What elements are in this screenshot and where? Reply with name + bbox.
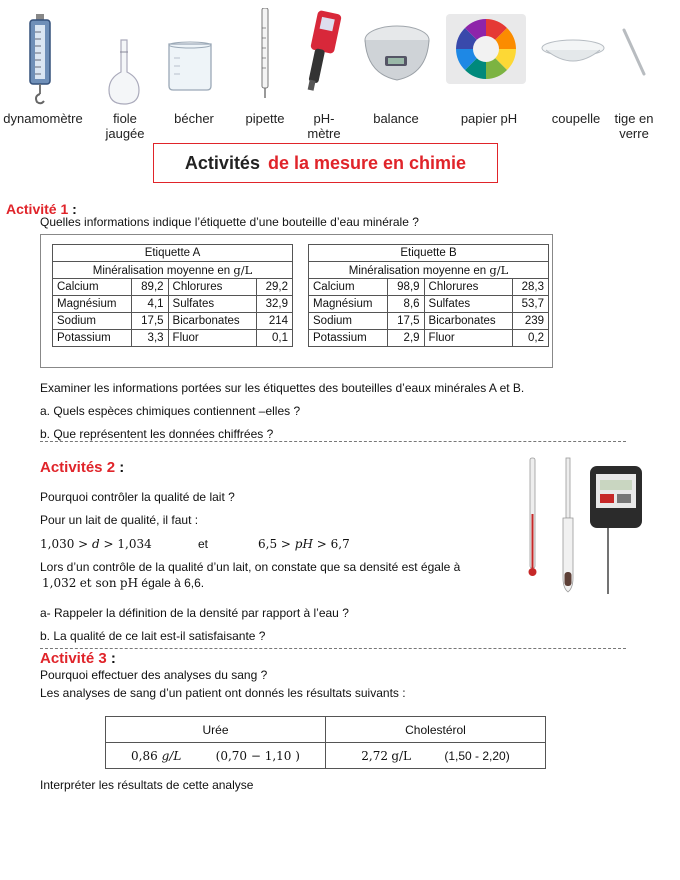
density-min: 1,030 <box>40 537 75 551</box>
table-row <box>53 313 293 330</box>
uree-range: (0,70 − 1,10 ) <box>215 748 300 763</box>
label-b-table <box>308 244 549 347</box>
cell: 17,5 <box>132 313 168 330</box>
milk-instruments-image <box>518 454 648 606</box>
density-var: d <box>92 537 100 551</box>
cell: Potassium <box>309 330 388 347</box>
page-title-part2: de la mesure en chimie <box>267 152 467 173</box>
measured-density: 1,032 <box>42 576 77 590</box>
cell: 3,3 <box>132 330 168 347</box>
activity1-question: Quelles informations indique l’étiquette d’une bouteille d’eau minérale ? <box>40 215 419 229</box>
volumetric-flask-icon <box>107 38 141 106</box>
cell: 0,2 <box>512 330 548 347</box>
cell: Bicarbonates <box>424 313 512 330</box>
cholesterol-unit: g/L <box>391 748 412 763</box>
instrument-label-balance: balance <box>373 111 419 126</box>
dynamometer-icon <box>24 14 56 106</box>
cell: Chlorures <box>168 279 256 296</box>
activity3-heading-text: Activité 3 <box>40 650 107 667</box>
cell: 32,9 <box>256 296 292 313</box>
table-row <box>309 313 549 330</box>
activity2-line2: Pour un lait de qualité, il faut : <box>40 513 199 527</box>
instrument-label-pipette: pipette <box>245 111 285 126</box>
cell: 28,3 <box>512 279 548 296</box>
cholesterol-header: Cholestérol <box>326 717 546 743</box>
cell: 89,2 <box>132 279 168 296</box>
density-condition: 1,030 > d > 1,034 <box>40 537 152 551</box>
balance-icon <box>361 22 433 84</box>
uree-header: Urée <box>106 717 326 743</box>
label-b-subtitle-text: Minéralisation moyenne en <box>348 265 487 277</box>
table-row <box>53 330 293 347</box>
table-row <box>309 296 549 313</box>
activity2-question-b: b. La qualité de ce lait est-il satisfaisante ? <box>40 629 266 643</box>
activity1-heading-colon: : <box>72 201 77 217</box>
instrument-label-fiole-jaugee: fiole jaugée <box>105 111 145 141</box>
page-title <box>153 143 498 183</box>
glass-rod-icon <box>620 28 648 78</box>
instrument-label-coupelle: coupelle <box>551 111 601 126</box>
activity3-heading-colon: : <box>110 650 116 667</box>
label-b-subtitle <box>309 262 549 279</box>
beaker-icon <box>166 40 214 92</box>
evaporating-dish-icon <box>540 38 606 66</box>
line4-mid: et son <box>79 576 117 590</box>
cell: Fluor <box>424 330 512 347</box>
instrument-label-tige-en-verre: tige en verre <box>614 111 654 141</box>
table-row <box>106 743 546 769</box>
activity2-line3: Lors d’un contrôle de la qualité d’un lait, on constate que sa densité est égale à <box>40 560 461 574</box>
cell: 2,9 <box>388 330 424 347</box>
uree-value: 0,86 <box>131 748 158 763</box>
line4-ph-var: pH <box>119 576 139 590</box>
table-row <box>309 330 549 347</box>
activity2-heading-text: Activités 2 <box>40 459 116 476</box>
cell: Chlorures <box>424 279 512 296</box>
activity2-heading <box>40 459 124 476</box>
cell: 98,9 <box>388 279 424 296</box>
instrument-label-papier-ph: papier pH <box>460 111 518 126</box>
cell: 17,5 <box>388 313 424 330</box>
cell: 4,1 <box>132 296 168 313</box>
cell: Sodium <box>309 313 388 330</box>
cell: Fluor <box>168 330 256 347</box>
label-a-subtitle-text: Minéralisation moyenne en <box>92 265 231 277</box>
activity1-instruction: Examiner les informations portées sur les étiquettes des bouteilles d’eaux minérales A et B. <box>40 381 525 395</box>
cell: Calcium <box>53 279 132 296</box>
cell: 214 <box>256 313 292 330</box>
cell: Magnésium <box>309 296 388 313</box>
uree-result <box>106 743 326 769</box>
label-a-unit: g/L <box>233 263 253 277</box>
uree-unit: g/L <box>161 748 182 763</box>
blood-analysis-table <box>105 716 546 769</box>
instrument-label-dynamometre: dynamomètre <box>3 111 83 126</box>
cell: 239 <box>512 313 548 330</box>
cell: Sulfates <box>168 296 256 313</box>
activity2-heading-colon: : <box>119 459 125 476</box>
activity1-question-b: b. Que représentent les données chiffrées ? <box>40 427 274 441</box>
table-row <box>53 296 293 313</box>
activity2-line1: Pourquoi contrôler la qualité de lait ? <box>40 490 235 504</box>
line4-end: égale à 6,6. <box>141 576 205 590</box>
instrument-label-becher: bécher <box>174 111 214 126</box>
ph-paper-icon <box>446 14 526 84</box>
table-row <box>309 279 549 296</box>
label-b-unit: g/L <box>489 263 509 277</box>
activity3-conclusion: Interpréter les résultats de cette analyse <box>40 778 254 792</box>
cell: 8,6 <box>388 296 424 313</box>
cholesterol-range: (1,50 - 2,20) <box>444 748 510 763</box>
cholesterol-value: 2,72 <box>361 748 388 763</box>
divider <box>40 441 626 442</box>
cell: Bicarbonates <box>168 313 256 330</box>
ph-max: 6,7 <box>330 537 350 551</box>
cell: 53,7 <box>512 296 548 313</box>
activity1-question-a: a. Quels espèces chimiques contiennent –elles ? <box>40 404 301 418</box>
cell: Potassium <box>53 330 132 347</box>
label-a-table <box>52 244 293 347</box>
label-a-title: Etiquette A <box>53 245 293 262</box>
label-b-title: Etiquette B <box>309 245 549 262</box>
cell: Sulfates <box>424 296 512 313</box>
activity1-heading-text: Activité 1 <box>6 201 69 217</box>
cell: 0,1 <box>256 330 292 347</box>
cell: Calcium <box>309 279 388 296</box>
pipette-icon <box>257 8 273 98</box>
cell: Magnésium <box>53 296 132 313</box>
cholesterol-result <box>326 743 546 769</box>
ph-var: pH <box>294 537 313 551</box>
page-title-part1: Activités <box>184 152 260 173</box>
divider <box>40 648 626 649</box>
activity3-line2: Les analyses de sang d’un patient ont donnés les résultats suivants : <box>40 686 406 700</box>
density-max: 1,034 <box>117 537 152 551</box>
and-word: et <box>198 537 209 551</box>
activity2-line4 <box>42 576 204 590</box>
activity2-question-a: a- Rappeler la définition de la densité par rapport à l’eau ? <box>40 606 349 620</box>
instrument-label-ph-metre: pH-mètre <box>307 111 341 141</box>
cell: 29,2 <box>256 279 292 296</box>
label-a-subtitle <box>53 262 293 279</box>
ph-meter-icon <box>307 10 343 96</box>
table-row <box>53 279 293 296</box>
ph-condition: 6,5 > pH > 6,7 <box>258 537 350 551</box>
activity3-heading <box>40 650 116 667</box>
cell: Sodium <box>53 313 132 330</box>
ph-min: 6,5 <box>258 537 278 551</box>
activity3-line1: Pourquoi effectuer des analyses du sang ? <box>40 668 268 682</box>
